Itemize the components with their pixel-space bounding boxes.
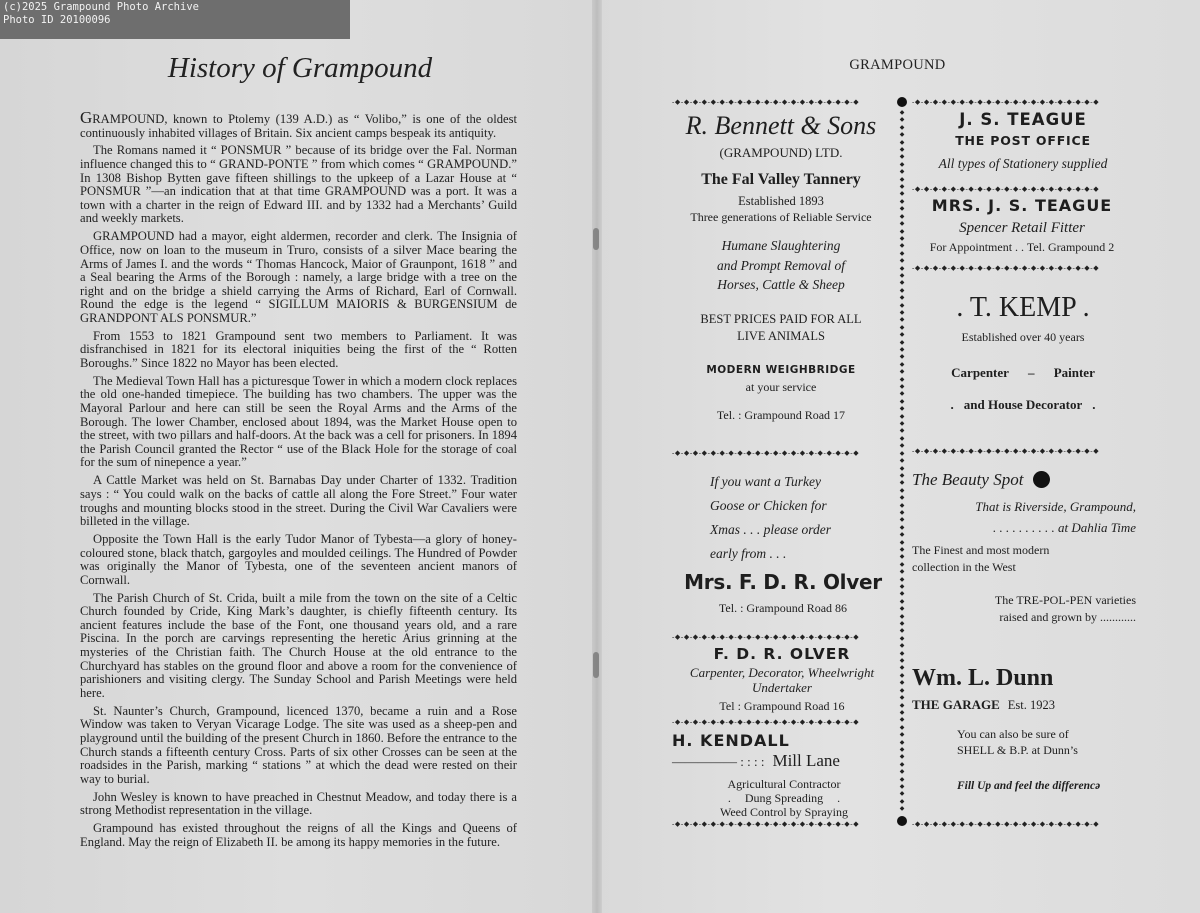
ad-text: Xmas . . . please order [710,522,831,537]
watermark [0,0,350,39]
ad-text: raised and grown by ............ [999,610,1136,624]
dotted-divider: -◆-◆-◆-◆-◆-◆-◆-◆-◆-◆-◆-◆-◆-◆-◆-◆-◆-◆-◆-◆-◆ [672,633,860,641]
ad-phone: Tel : Grampound Road 16 [719,699,845,713]
ad-text: . [1082,292,1090,323]
staple-mark [593,652,599,678]
ad-beauty-spot [912,467,1136,626]
watermark-line-2: Photo ID 20100096 [3,14,111,26]
ad-kendall [672,730,896,819]
ad-dunn [912,662,1136,794]
history-text [80,108,517,854]
ad-text: Goose or Chicken for [710,498,827,513]
ad-business-name: MRS. J. S. TEAGUE [931,196,1113,215]
paragraph: The Parish Church of St. Crida, built a mile from the town on the site of a Celtic Church founded by Cride, King Mark’s daughter, is chiefly fifteenth century. Its ancient features include the base of the Font, one thousand years old, and a rare Piscina. In the porch are carvings representing the heretic Arius grinning at the mysteries of the Christian faith. The Church House at the old entrance to the Churchyard has stables on the ground floor and above a room for the convenience of parishioners and visiting clergy. The Sunday School and Parish Meetings were held here. [80,590,517,700]
dotted-divider: -◆-◆-◆-◆-◆-◆-◆-◆-◆-◆-◆-◆-◆-◆-◆-◆-◆-◆-◆-◆-◆ [912,447,1100,455]
paragraph: A Cattle Market was held on St. Barnabas Day under Charter of 1332. Tradition says : “ You could walk on the backs of cattle all along the Fore Street.” Four water troughs and mounting blocks stood in the street. During the Civil War Cavaliers were billeted in the village. [80,473,517,529]
corner-dot [897,97,907,107]
ad-text: collection in the West [912,560,1016,574]
paragraph: Grampound has existed throughout the reigns of all the Kings and Queens of England. May the reign of Elizabeth II. be among its happy memories in the future. [80,821,517,849]
ad-mrs-teague [906,194,1138,256]
ad-business-name: F. D. R. OLVER [713,645,851,663]
ad-text: Agricultural Contractor [727,777,841,791]
ad-text: The Finest and most modern [912,543,1050,557]
ad-text: . . . . . . . . . . at Dahlia Time [992,520,1136,535]
ad-text: Humane Slaughtering [721,238,841,253]
ad-text: ————— : : : : [672,754,765,769]
dotted-divider: -◆-◆-◆-◆-◆-◆-◆-◆-◆-◆-◆-◆-◆-◆-◆-◆-◆-◆-◆-◆-◆ [912,264,1100,272]
ad-text: Weed Control by Spraying [719,805,848,819]
paragraph: John Wesley is known to have preached in Chestnut Meadow, and today there is a strong Methodist representation in the village. [80,789,517,818]
ad-subtitle: THE POST OFFICE [955,133,1091,148]
ad-business-name: J. S. TEAGUE [959,110,1087,129]
corner-dot [897,816,907,826]
ad-text: BEST PRICES PAID FOR ALL [700,311,862,326]
paragraph: The Medieval Town Hall has a picturesque Tower in which a modern clock replaces the old one-handed timepiece. The building has two chambers. The upper was the Mayoral Parlour and here can still be seen the Royal Arms and the Arms of the Borough. The lower Chamber, enclosed about 1894, was the Market House open to the street, with two pillars and half-doors. At the back was a cell for prisoners. In 1894 the Parish Council granted the Rector “ use of the Black Hole for the storage of coal for the sum of ninepence a year.” [80,373,517,470]
vertical-dotted-divider: ◆ ◆ ◆ ◆ ◆ ◆ ◆ ◆ ◆ ◆ ◆ ◆ ◆ ◆ ◆ ◆ ◆ ◆ ◆ ◆ ◆ ◆ ◆ ◆ ◆ ◆ ◆ ◆ ◆ ◆ ◆ ◆ ◆ ◆ ◆ ◆ ◆ ◆ ◆ ◆ ◆ ◆ ◆ ◆ ◆ ◆ ◆ ◆ ◆ ◆ ◆ ◆ ◆ ◆ ◆ ◆ ◆ ◆ ◆ ◆ ◆ ◆ ◆ ◆ ◆ ◆ ◆ ◆ ◆ ◆ ◆ ◆ ◆ ◆ ◆ ◆ ◆ ◆ ◆ ◆ ◆ ◆ ◆ ◆ ◆ ◆ ◆ ◆ ◆ ◆ ◆ ◆ ◆ ◆ ◆ [899,110,905,813]
ad-text: Carpenter [951,365,1009,380]
page-header: GRAMPOUND [849,57,946,73]
ad-text: Established over 40 years [961,330,1085,344]
ad-text: If you want a Turkey [710,474,821,489]
staple-mark [593,228,599,250]
ad-mrs-olver [672,470,894,618]
ad-text: . [956,292,964,323]
ad-phone: Tel. : Grampound Road 86 [718,601,848,615]
ad-business-name: The Beauty Spot [912,470,1024,489]
paragraph: St. Naunter’s Church, Grampound, licenced 1370, became a ruin and a Rose Window was taken to Veryan Vicarage Lodge. The site was used as a sheep-pen and playground until the building of the present Church in 1860. Before the entrance to the Church stands a fifteenth century Cross. Parts of six other Crosses can be seen at the roadsides in the Parish, marking “ stations ” at which the dead were rested on their way to burial. [80,703,517,786]
drop-cap: G [80,108,93,127]
ad-text: MODERN WEIGHBRIDGE [706,363,856,376]
ad-teague [910,108,1136,178]
ad-heading: The Fal Valley Tannery [701,171,861,188]
paragraph: From 1553 to 1821 Grampound sent two members to Parliament. It was disfranchised in 1821 for its electoral iniquities being the first of the “ Rotten Boroughs.” Since 1822 no Mayor has been elected. [80,328,517,370]
ad-subtitle: Spencer Retail Fitter [959,220,1085,236]
ad-business-name: R. Bennett & Sons [685,111,877,140]
ad-text: You can also be sure of [957,727,1069,741]
paragraph: GRAMPOUND had a mayor, eight aldermen, recorder and clerk. The Insignia of Office, now on loan to the museum in Truro, consists of a silver Mace bearing the Arms of James I. and the words “ Thomas Hancock, Maior of Graunpont, 1618 ” and a Seal bearing the Arms of the Borough : namely, a large bridge with a tree on the right and on the bridge a shield carrying the Arms of Richard, Earl of Cornwall. Round the edge is the legend “ SIGILLUM MAIORIS & BURGENSIUM de GRANDPONT ALS PONSMUR.” [80,229,517,325]
ad-text: and Prompt Removal of [716,257,846,273]
dot-icon [1033,471,1050,488]
ad-location: Mill Lane [772,751,840,770]
ad-text: SHELL & B.P. at Dunn’s [957,743,1078,757]
ad-kemp [910,289,1136,415]
ad-text: Established 1893 [738,194,824,208]
paragraph: GRAMPOUND, known to Ptolemy (139 A.D.) as “ Volibo,” is one of the oldest continuously inhabited villages of Britain. Six ancient camps bespeak its antiquity. [80,108,517,140]
ad-text: Painter [1053,365,1095,380]
page-title: History of Grampound [167,52,433,84]
ad-subtitle: (GRAMPOUND) LTD. [719,145,843,160]
ad-text: . [1092,397,1096,412]
dotted-divider: -◆-◆-◆-◆-◆-◆-◆-◆-◆-◆-◆-◆-◆-◆-◆-◆-◆-◆-◆-◆-◆ [672,98,860,106]
ad-text: at your service [745,379,817,394]
ad-phone: Tel. : Grampound Road 17 [716,407,846,422]
ad-text: Est. 1923 [1007,698,1055,712]
ad-text: Undertaker [752,680,812,695]
ad-business-name: Mrs. F. D. R. Olver [684,570,882,594]
ad-text: Horses, Cattle & Sheep [717,277,845,292]
ad-subtitle: THE GARAGE [912,697,1000,712]
dotted-divider: -◆-◆-◆-◆-◆-◆-◆-◆-◆-◆-◆-◆-◆-◆-◆-◆-◆-◆-◆-◆-◆ [672,820,860,828]
ad-text: That is Riverside, Grampound, [975,499,1136,514]
ad-text: early from . . . [710,546,787,561]
ad-text: . [950,397,954,412]
dotted-divider: -◆-◆-◆-◆-◆-◆-◆-◆-◆-◆-◆-◆-◆-◆-◆-◆-◆-◆-◆-◆-◆ [672,718,860,726]
dotted-divider: -◆-◆-◆-◆-◆-◆-◆-◆-◆-◆-◆-◆-◆-◆-◆-◆-◆-◆-◆-◆-◆ [672,449,860,457]
dotted-divider: -◆-◆-◆-◆-◆-◆-◆-◆-◆-◆-◆-◆-◆-◆-◆-◆-◆-◆-◆-◆-◆ [912,820,1100,828]
page-gutter [592,0,602,913]
ad-text: All types of Stationery supplied [938,156,1108,171]
ad-business-name: Wm. L. Dunn [912,665,1054,691]
ad-text: . [837,791,841,805]
ad-text: and House Decorator [963,397,1083,412]
ad-fdr-olver [668,643,896,717]
ad-text: Dung Spreading [744,791,824,805]
ad-text: Carpenter, Decorator, Wheelwright [689,665,875,680]
dotted-divider: -◆-◆-◆-◆-◆-◆-◆-◆-◆-◆-◆-◆-◆-◆-◆-◆-◆-◆-◆-◆-◆ [912,185,1100,193]
ad-text: LIVE ANIMALS [737,328,825,343]
ad-text: The TRE-POL-PEN varieties [994,593,1136,607]
ad-text: . [727,791,731,805]
ad-bennett [668,110,894,424]
paragraph: Opposite the Town Hall is the early Tudor Manor of Tybesta—a glory of honey-coloured stone, black thatch, gargoyles and moulded ceilings. The Hundred of Powder was originally the Manor of Tybesta, one of the seventeen ancient manors of Cornwall. [80,532,517,587]
ad-slogan: Fill Up and feel the differencə [957,780,1101,792]
ad-text: – [1027,365,1035,380]
watermark-line-1: (c)2025 Grampound Photo Archive [3,1,199,13]
dotted-divider: -◆-◆-◆-◆-◆-◆-◆-◆-◆-◆-◆-◆-◆-◆-◆-◆-◆-◆-◆-◆-◆ [912,98,1100,106]
ad-business-name: H. KENDALL [672,731,790,750]
ad-phone: For Appointment . . Tel. Grampound 2 [929,240,1115,254]
ad-business-name: T. KEMP [969,292,1076,323]
ad-text: Three generations of Reliable Service [690,210,872,224]
paragraph: The Romans named it “ PONSMUR ” because of its bridge over the Fal. Norman influence changed this to “ GRAND-PONTE ” from which comes “ GRAMPOUND.” In 1308 Bishop Bytten gave fifteen shillings to the upkeep of a Lazar House at “ PONSMUR ”—an indication that at that time GRAMPOUND was a port. It was a town with a charter in the reign of Edward III. and by 1332 had a Merchants’ Guild and weekly markets. [80,143,517,226]
